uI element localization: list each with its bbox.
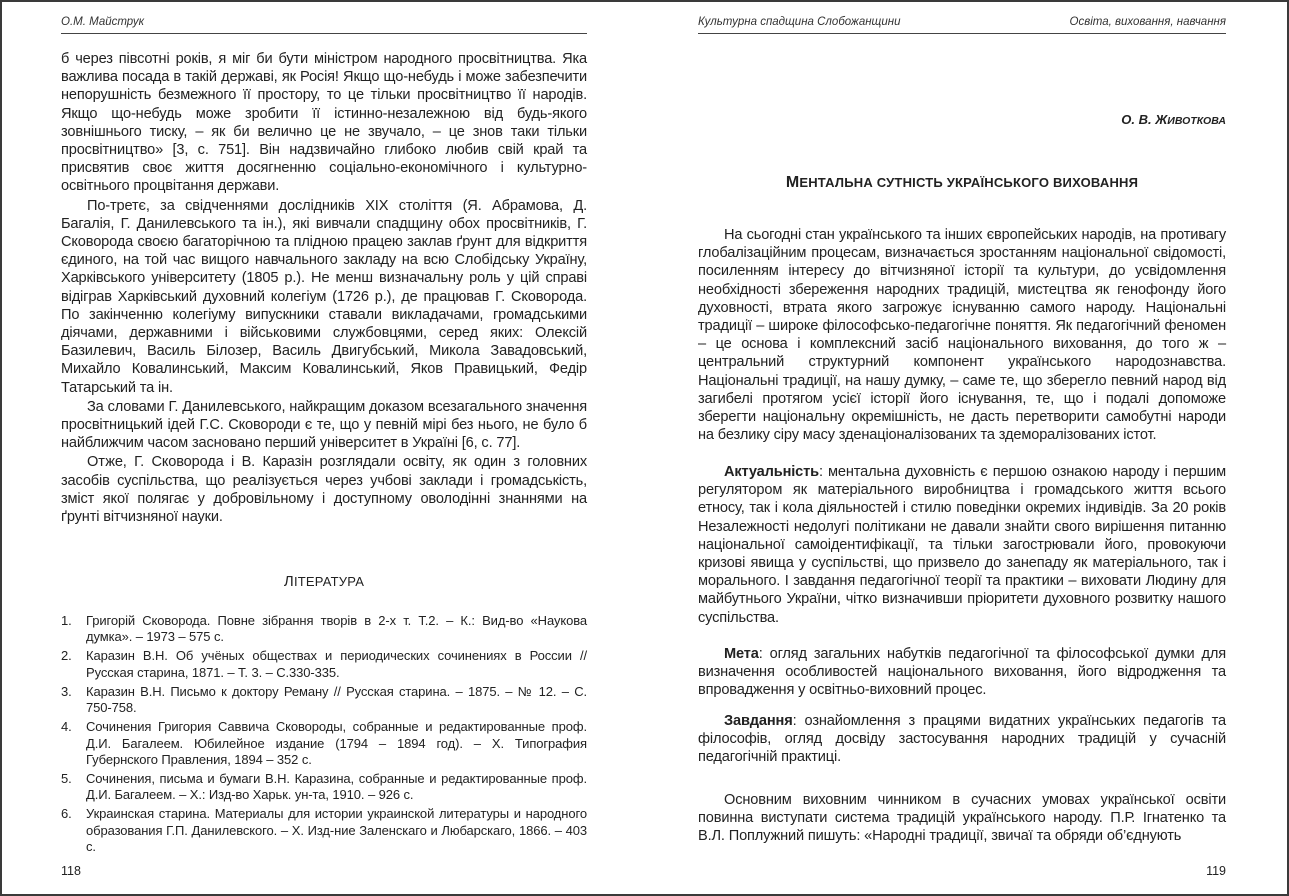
relevance-text: : ментальна духовність є першою ознакою народу і першим регулятором як матеріального виробництва і громадського життя всього етносу, так і кола діяльностей і стилю поведінки окремих індивідів. За 20 років Незалежності недолугі політикани не давали знайти свого вирішення питанню національної самоідентифікації, та тільки загострювали його, провокуючи кризові явища у суспільстві, що призвело до занепаду як матеріального, так і морального. І завдання педагогічної теорії та практики – виховати Людину для майбутнього України, чітко визначивши пріоритети духовного розвитку нашого суспільства.: [698, 464, 1226, 626]
goal-paragraph: [698, 645, 1226, 700]
running-head-section: Освіта, виховання, навчання: [1069, 16, 1226, 28]
left-body-text: [61, 50, 587, 526]
title-rest: ЕНТАЛЬНА СУТНІСТЬ УКРАЇНСЬКОГО ВИХОВАННЯ: [799, 175, 1139, 190]
reference-number: 2.: [61, 648, 72, 664]
reference-number: 4.: [61, 719, 72, 735]
running-head-collection: Культурна спадщина Слобожанщини: [698, 16, 901, 28]
right-page-number: 119: [1206, 864, 1226, 878]
reference-text: Каразин В.Н. Об учёных обществах и периодических сочинениях в России // Русская старина, 1871. – Т. 3. – С.330-335.: [86, 648, 587, 680]
closing-paragraph: Основним виховним чинником в сучасних умовах української освіти повинна виступати система традицій українського народу. П.Р. Ігнатенко та В.Л. Поплужний пишуть: «Народні традиції, звичаї та обряди об’єднують: [698, 792, 1226, 845]
goal-text: : огляд загальних набутків педагогічної та філософської думки для визначення особливостей національного виховання, його відродження та впровадження у освітньо-виховний процес.: [698, 646, 1226, 699]
reference-item: [61, 613, 587, 646]
task-section: [698, 712, 1226, 773]
task-paragraph: [698, 712, 1226, 767]
article-title: [698, 174, 1226, 192]
paragraph: Отже, Г. Сковорода і В. Каразін розглядали освіту, як один з головних засобів суспільства, що реалізується через учбові заклади і громадськість, зміст якої полягає у добровільному і доступному оволодінні знаннями на ґрунті вітчизняної науки.: [61, 454, 587, 526]
goal-label: Мета: [724, 646, 759, 662]
left-page: [61, 2, 587, 894]
reference-number: 1.: [61, 613, 72, 628]
relevance-label: Актуальність: [724, 464, 819, 480]
author-initials: О. В. Ж: [1121, 112, 1168, 127]
heading-rest: ІТЕРАТУРА: [293, 574, 365, 589]
references-list: [61, 613, 587, 858]
reference-number: 6.: [61, 806, 72, 822]
article-author: [1121, 112, 1226, 127]
reference-text: Сочинения, письма и бумаги В.Н. Каразина, собранные и редактированные проф. Д.И. Багалеем. – Х.: Изд-во Харьк. ун-та, 1910. – 926 с.: [86, 771, 587, 803]
reference-item: [61, 806, 587, 855]
reference-text: Украинская старина. Материалы для истории украинской литературы и народного образования Г.П. Данилевского. – Х. Изд-ние Заленскаго и Любарскаго, 1866. – 403 с.: [86, 806, 587, 855]
reference-text: Сочинения Григория Саввича Сковороды, собранные и редактированные проф. Д.И. Багалеем. Юбилейное издание (1794 – 1894 год). – Х. Типография Губернского Правления, 1894 – 352 с.: [86, 719, 587, 768]
title-initial: М: [785, 174, 800, 191]
reference-number: 5.: [61, 771, 72, 787]
reference-item: [61, 684, 587, 717]
references-heading: [61, 573, 587, 590]
relevance-section: [698, 463, 1226, 633]
reference-text: Григорій Сковорода. Повне зібрання творів в 2-х т. Т.2. – К.: Вид-во «Наукова думка». – 1973 – 575 с.: [86, 613, 587, 645]
author-surname-rest: ИВОТКОВА: [1167, 115, 1226, 127]
heading-initial: Л: [283, 573, 294, 590]
intro-text: [698, 226, 1226, 444]
reference-item: [61, 771, 587, 804]
paragraph: За словами Г. Данилевського, найкращим доказом всезагального значення просвітницький ідей Г.С. Сковороди є те, що у певній мірі без нього, не було б найближчим часом засновано перший університет в Україні [6, с. 77].: [61, 398, 587, 452]
reference-item: [61, 648, 587, 681]
task-label: Завдання: [724, 713, 793, 729]
right-page: [698, 2, 1226, 894]
left-page-number: 118: [61, 864, 81, 878]
reference-number: 3.: [61, 683, 72, 699]
task-text: : ознайомлення з працями видатних українських педагогів та філософів, огляд досвіду застосування народних традицій у сучасній педагогічній практиці.: [698, 713, 1226, 766]
goal-section: [698, 645, 1226, 706]
intro-paragraph: На сьогодні стан українського та інших європейських народів, на противагу глобалізаційним процесам, визначається зростанням національної свідомості, посиленням інтересу до вітчизняної історії та культури, до усвідомлення необхідності збереження народних традицій, мистецтва як генофонду його духовності, втрата якого загрожує існуванню самого народу. Національні традиції – широке філософсько-педагогічне поняття. Як педагогічний феномен – це основа і комплексний засіб національного виховання, до того ж – центральний структурний компонент українського народознавства. Національні традиції, на нашу думку, – саме те, що зберегло певний народ від загибелі протягом усієї історії його існування, те, що і подалі допоможе зберегти національну окремішність, не дасть перетворити самобутні народи на безлику сіру масу зденаціоналізованих та здеморалізованих істот.: [698, 227, 1226, 444]
closing-section: [698, 791, 1226, 852]
left-running-head: [61, 16, 587, 34]
left-running-head-author: О.М. Майструк: [61, 16, 145, 28]
paragraph: По-третє, за свідченнями дослідників XIX століття (Я. Абрамова, Д. Багалія, Г. Данилевського та ін.), які вивчали спадщину обох просвітників, Г. Сковорода своєю багаторічною та плідною працею заклав ґрунт для відкриття єдиного, на той час вищого навчального закладу на всю Слобідську Україну, Харківського університету (1805 р.). Не менш визначальну роль у цій справі відіграв Харківський духовний колегіум (1726 р.), де працював Г. Сковорода. По закінченню колегіуму випускники ставали викладачами, громадськими діячами, державними і військовими службовцями, серед яких: Олексій Базилевич, Василь Білозер, Василь Двигубський, Микола Завадовський, Михайло Ковалинський, Максим Ковалинський, Яков Правицький, Федір Татарський та ін.: [61, 197, 587, 396]
reference-item: [61, 719, 587, 768]
reference-text: Каразин В.Н. Письмо к доктору Реману // Русская старина. – 1875. – № 12. – С. 750-758.: [86, 683, 587, 716]
paragraph: б через півсотні років, я міг би бути міністром народного просвітництва. Яка важлива посада в такій державі, як Росія! Якщо що-небудь і може забезпечити непорушність безмежного її простору, то це тільки просвітництво її народів. Якщо що-небудь може зробити її істинно-незалежною від будь-якого зовнішнього тиску, – як би велично це не звучало, – це знов таки тільки просвітництво» [3, с. 751]. Він надзвичайно глибоко любив свій край та присвятив своє життя досягненню соціально-економічного і культурно-освітнього процвітання держави.: [61, 51, 587, 195]
right-running-head: [698, 16, 1226, 34]
relevance-paragraph: [698, 463, 1226, 627]
